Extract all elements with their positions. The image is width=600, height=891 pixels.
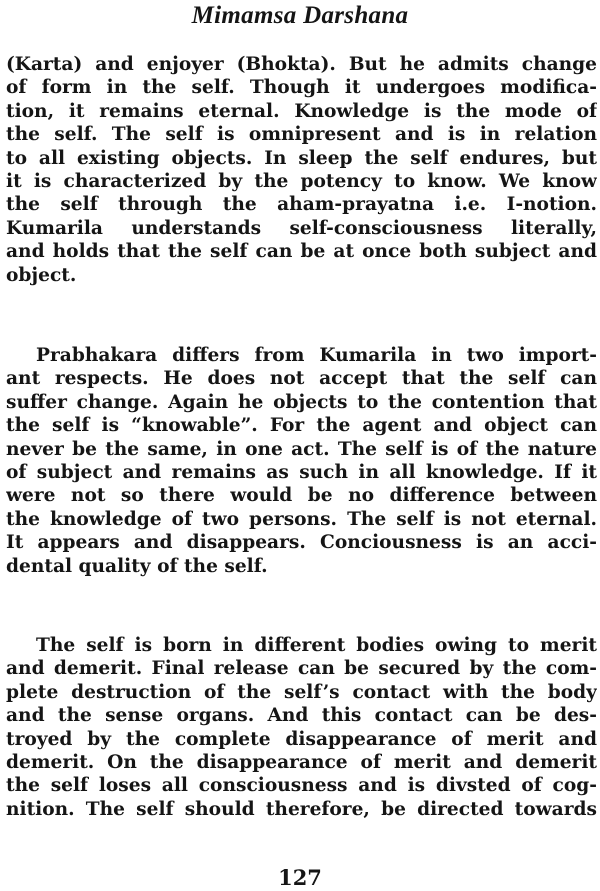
text-line: ant respects. He does not accept that the self can (6, 368, 597, 390)
text-line: Kumarila understands self-consciousness literally, (6, 217, 597, 239)
paragraph-3 (6, 634, 597, 821)
text-line: demerit. On the disappearance of merit and demerit (6, 752, 597, 774)
text-line: Prabhakara differs from Kumarila in two import- (36, 345, 597, 366)
text-line: (Karta) and enjoyer (Bhokta). But he admits change (6, 54, 597, 75)
text-line: the knowledge of two persons. The self is not eternal. (6, 508, 597, 530)
text-line: and demerit. Final release can be secured by the com- (6, 658, 597, 680)
text-line: tion, it remains eternal. Knowledge is the mode of (6, 100, 597, 122)
text-line: it is characterized by the potency to know. We know (6, 171, 597, 193)
text-line: The self is born in different bodies owing to merit (36, 635, 597, 656)
text-line: the self loses all consciousness and is divsted of cog- (6, 775, 597, 797)
paragraph-1 (6, 53, 597, 287)
text-line: to all existing objects. In sleep the self endures, but (6, 147, 597, 169)
text-line: the self. The self is omnipresent and is in relation (6, 124, 597, 146)
running-head-title: Mimamsa Darshana (191, 2, 409, 29)
text-line: the self through the aham-prayatna i.e. I-notion. (6, 194, 597, 216)
text-line: plete destruction of the self’s contact with the body (6, 681, 597, 703)
page-number: 127 (278, 865, 322, 890)
text-line: never be the same, in one act. The self is of the nature (6, 438, 597, 460)
paragraph-2 (6, 344, 597, 578)
text-line: It appears and disappears. Conciousness is an acci- (6, 532, 597, 554)
text-line: of form in the self. Though it undergoes modifica- (6, 77, 597, 99)
text-line: nition. The self should therefore, be directed towards (6, 798, 597, 820)
text-line: were not so there would be no difference between (6, 485, 597, 507)
text-line: the self is “knowable”. For the agent and object can (6, 415, 597, 437)
text-line: and holds that the self can be at once both subject and (6, 241, 597, 263)
text-line: troyed by the complete disappearance of merit and (6, 728, 597, 750)
text-line: suffer change. Again he objects to the contention that (6, 391, 597, 413)
text-line: object. (6, 264, 77, 286)
text-line: of subject and remains as such in all knowledge. If it (6, 462, 597, 484)
text-line: dental quality of the self. (6, 555, 268, 577)
text-line: and the sense organs. And this contact can be des- (6, 705, 597, 727)
